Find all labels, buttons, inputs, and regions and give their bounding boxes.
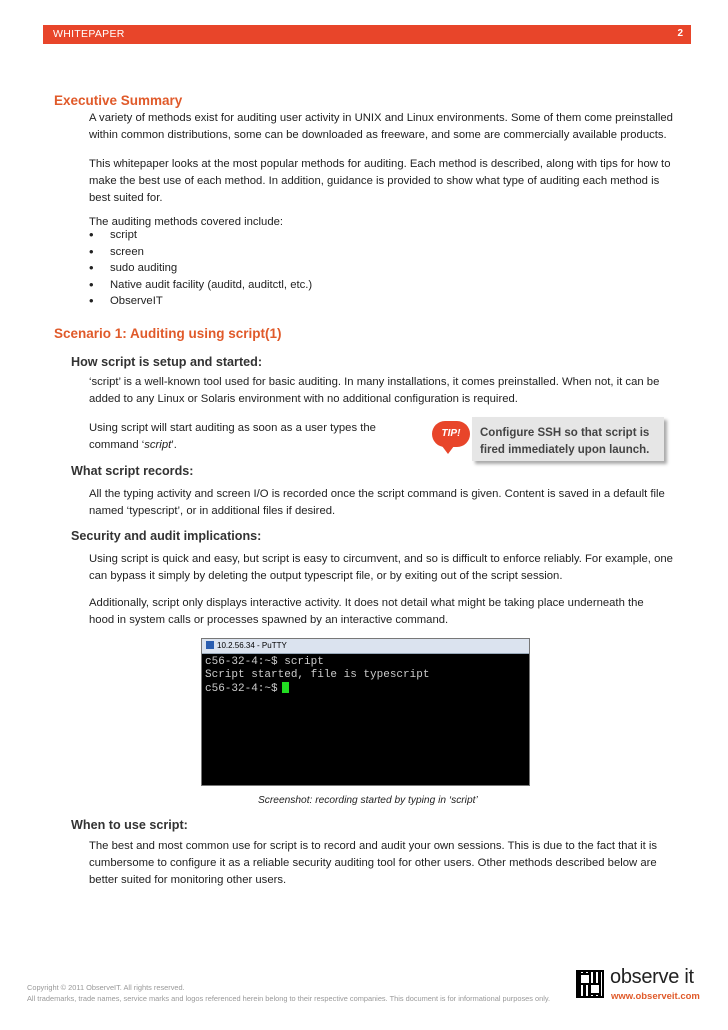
security-heading: Security and audit implications: xyxy=(71,529,262,543)
screenshot-caption: Screenshot: recording started by typing in ‘script’ xyxy=(258,795,478,806)
tip-box xyxy=(472,417,664,461)
list-item: • Native audit facility (auditd, auditctl, etc.) xyxy=(89,277,312,294)
text-line: added to any Linux or Solaris environment with no additional configuration is required. xyxy=(89,393,518,405)
terminal-line xyxy=(205,682,526,696)
when-heading: When to use script: xyxy=(71,818,188,832)
text-line: best suited for. xyxy=(89,192,163,204)
command-emphasis: script xyxy=(144,439,172,451)
setup-paragraph-1 xyxy=(89,374,689,408)
records-paragraph xyxy=(89,486,689,520)
terminal-output xyxy=(202,654,529,698)
text-line: Additionally, script only displays interactive activity. It does not detail what might be taking place underneath the xyxy=(89,597,644,609)
records-heading: What script records: xyxy=(71,464,194,478)
putty-window-title: 10.2.56.34 - PuTTY xyxy=(217,641,287,650)
logo-text-it: it xyxy=(684,966,694,988)
text-span: ’. xyxy=(171,439,177,451)
header-bar xyxy=(43,25,691,44)
list-item: • sudo auditing xyxy=(89,260,312,277)
list-item: • ObserveIT xyxy=(89,293,312,310)
terminal-line: Script started, file is typescript xyxy=(205,669,430,681)
text-line: cumbersome to configure it as a reliable security auditing tool for other users. Other methods described below are xyxy=(89,857,657,869)
cursor-icon xyxy=(282,682,289,693)
methods-list xyxy=(89,227,312,310)
when-paragraph xyxy=(89,838,689,889)
executive-summary-paragraph-1 xyxy=(89,110,689,144)
text-line: Configure SSH so that script is xyxy=(480,427,650,439)
observeit-logo xyxy=(610,966,694,989)
setup-paragraph-2 xyxy=(89,420,389,454)
list-item: • screen xyxy=(89,244,312,261)
scenario-1-heading: Scenario 1: Auditing using script(1) xyxy=(54,326,282,341)
text-line: make the best use of each method. In addition, guidance is provided to show what type of auditing each method is xyxy=(89,175,660,187)
text-line: A variety of methods exist for auditing user activity in UNIX and Linux environments. Some of them come preinstalled xyxy=(89,112,673,124)
executive-summary-paragraph-2 xyxy=(89,156,689,207)
methods-intro: The auditing methods covered include: xyxy=(89,216,284,228)
terminal-prompt: c56-32-4:~$ xyxy=(205,683,278,695)
putty-screenshot xyxy=(201,638,530,786)
text-line: This whitepaper looks at the most popular methods for auditing. Each method is described, along with tips for how to xyxy=(89,158,671,170)
setup-heading: How script is setup and started: xyxy=(71,355,263,369)
logo-text: observe xyxy=(610,966,680,988)
putty-icon xyxy=(206,641,214,649)
putty-title-bar xyxy=(202,639,529,654)
text-line: can bypass it simply by deleting the output typescript file, or by exiting out of the script session. xyxy=(89,570,563,582)
text-line: ‘script’ is a well-known tool used for basic auditing. In many installations, it comes preinstalled. When not, it can be xyxy=(89,376,660,388)
text-line: named ‘typescript’, or in additional files if desired. xyxy=(89,505,336,517)
security-paragraph-1 xyxy=(89,551,689,585)
text-line xyxy=(89,437,389,454)
text-line: within common distributions, some can be downloaded as freeware, and some are commercially available products. xyxy=(89,129,667,141)
tip-text xyxy=(480,425,660,459)
tip-badge: TIP! xyxy=(432,421,470,447)
executive-summary-heading: Executive Summary xyxy=(54,93,183,108)
text-line: The best and most common use for script is to record and audit your own sessions. This is due to the fact that it is xyxy=(89,840,658,852)
qr-code-icon xyxy=(576,970,604,998)
text-line: Using script will start auditing as soon as a user types the xyxy=(89,422,376,434)
terminal-line: c56-32-4:~$ script xyxy=(205,656,324,668)
text-line: All the typing activity and screen I/O is recorded once the script command is given. Content is saved in a default file xyxy=(89,488,665,500)
page-number: 2 xyxy=(677,28,683,39)
footer-copyright: Copyright © 2011 ObserveIT. All rights reserved. xyxy=(27,983,185,992)
security-paragraph-2 xyxy=(89,595,689,629)
tip-callout xyxy=(432,417,668,467)
text-span: command ‘ xyxy=(89,439,145,451)
footer-url[interactable]: www.observeit.com xyxy=(611,991,700,1002)
text-line: hood in system calls or processes spawned by an interactive command. xyxy=(89,614,449,626)
text-line: better suited for monitoring other users. xyxy=(89,874,287,886)
header-section-label: WHITEPAPER xyxy=(53,28,125,40)
text-line: fired immediately upon launch. xyxy=(480,444,650,456)
list-item: • script xyxy=(89,227,312,244)
footer-trademarks: All trademarks, trade names, service marks and logos referenced herein belong to their respective companies. This document is for informational purposes only. xyxy=(27,994,551,1003)
text-line: Using script is quick and easy, but script is easy to circumvent, and so is difficult to enforce reliably. For example, one xyxy=(89,553,673,565)
